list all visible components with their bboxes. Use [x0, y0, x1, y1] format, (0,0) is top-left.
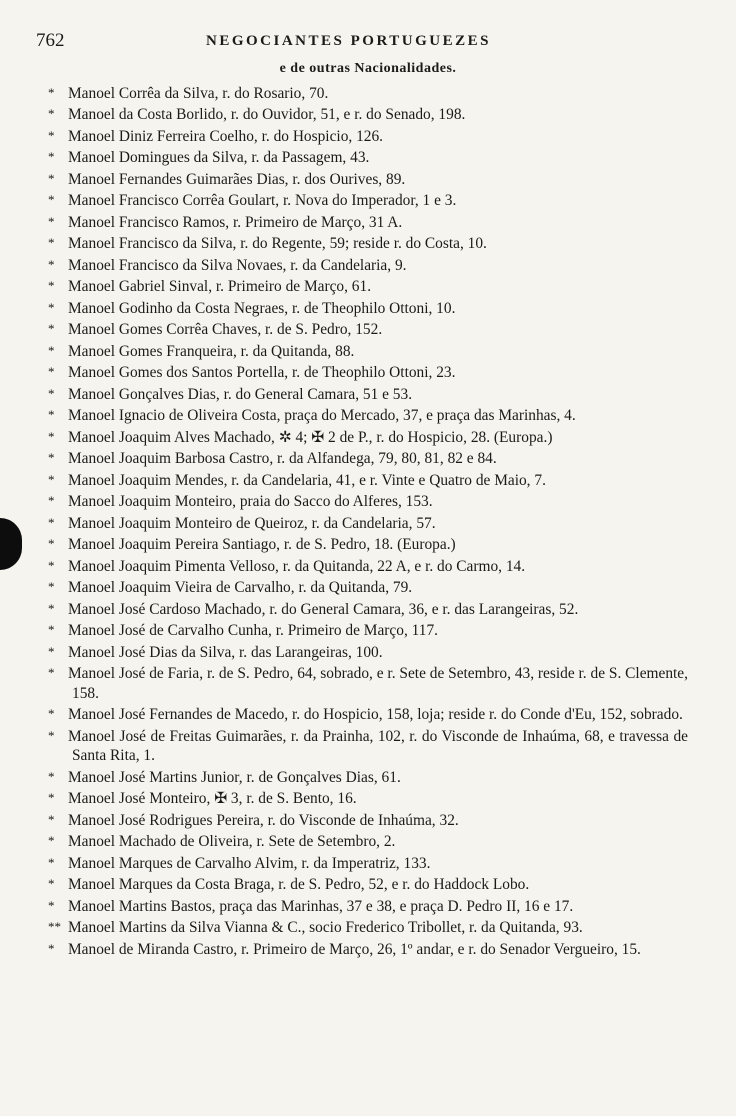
entry-text: Manoel Francisco da Silva Novaes, r. da Candelaria, 9. [68, 256, 407, 274]
entry-marker: * [48, 299, 55, 315]
entry-marker: * [48, 278, 55, 294]
directory-entry [48, 492, 688, 512]
section-subtitle: e de outras Nacionalidades. [279, 61, 457, 76]
entry-text: Manoel José Cardoso Machado, r. do General Camara, 36, e r. das Larangeiras, 52. [68, 600, 579, 618]
entry-marker: * [48, 706, 55, 722]
directory-entry [48, 105, 688, 125]
entry-marker: * [48, 407, 55, 423]
entry-text: Manoel Joaquim Pimenta Velloso, r. da Quitanda, 22 A, e r. do Carmo, 14. [68, 557, 526, 575]
entry-marker: * [48, 833, 55, 849]
page-number: 762 [36, 30, 65, 51]
directory-entry [48, 342, 688, 362]
entry-marker: * [48, 600, 55, 616]
entry-marker: * [48, 149, 55, 165]
directory-entry [48, 789, 688, 809]
entry-marker: * [48, 106, 55, 122]
entry-marker: * [48, 192, 55, 208]
directory-entry [48, 449, 688, 469]
entry-marker: * [48, 727, 55, 743]
entry-marker: * [48, 514, 55, 530]
entry-text: Manoel Gomes Corrêa Chaves, r. de S. Pedro, 152. [68, 321, 383, 339]
entry-marker: * [48, 450, 55, 466]
directory-entry [48, 148, 688, 168]
entry-text: Manoel Gomes dos Santos Portella, r. de Theophilo Ottoni, 23. [68, 364, 456, 382]
entry-text: Manoel José de Freitas Guimarães, r. da Prainha, 102, r. do Visconde de Inhaúma, 68, e travessa de Santa Rita, 1. [68, 727, 688, 765]
entry-marker: * [48, 643, 55, 659]
entry-marker: * [48, 897, 55, 913]
entry-marker: * [48, 536, 55, 552]
entry-text: Manoel Joaquim Pereira Santiago, r. de S. Pedro, 18. (Europa.) [68, 536, 456, 554]
entry-text: Manoel Machado de Oliveira, r. Sete de Setembro, 2. [68, 833, 396, 851]
entry-marker: * [48, 940, 55, 956]
entry-text: Manoel Francisco da Silva, r. do Regente, 59; reside r. do Costa, 10. [68, 235, 487, 253]
entry-text: Manoel José Dias da Silva, r. das Larangeiras, 100. [68, 643, 383, 661]
entry-marker: * [48, 665, 55, 681]
entry-text: Manoel Marques da Costa Braga, r. de S. Pedro, 52, e r. do Haddock Lobo. [68, 876, 530, 894]
entry-text: Manoel Joaquim Monteiro de Queiroz, r. da Candelaria, 57. [68, 514, 436, 532]
directory-entry [48, 256, 688, 276]
entry-text: Manoel Marques de Carvalho Alvim, r. da Imperatriz, 133. [68, 854, 431, 872]
entry-text: Manoel Martins Bastos, praça das Marinhas, 37 e 38, e praça D. Pedro II, 16 e 17. [68, 897, 574, 915]
entry-marker: * [48, 790, 55, 806]
entry-text: Manoel Joaquim Alves Machado, ✲ 4; ✠ 2 de P., r. do Hospicio, 28. (Europa.) [68, 428, 553, 446]
entry-marker: * [48, 876, 55, 892]
entry-marker: * [48, 471, 55, 487]
entry-list [48, 84, 688, 961]
directory-entry [48, 514, 688, 534]
directory-entry [48, 578, 688, 598]
directory-entry [48, 727, 688, 766]
running-title: NEGOCIANTES PORTUGUEZES [206, 33, 491, 49]
entry-text: Manoel Joaquim Vieira de Carvalho, r. da Quitanda, 79. [68, 579, 413, 597]
directory-entry [48, 621, 688, 641]
directory-entry [48, 875, 688, 895]
directory-entry [48, 811, 688, 831]
entry-text: Manoel Gomes Franqueira, r. da Quitanda, 88. [68, 342, 355, 360]
entry-marker: * [48, 811, 55, 827]
entry-marker: * [48, 854, 55, 870]
entry-marker: * [48, 127, 55, 143]
page-edge-mark [0, 518, 22, 570]
directory-entry [48, 535, 688, 555]
entry-text: Manoel Gabriel Sinval, r. Primeiro de Março, 61. [68, 278, 372, 296]
entry-text: Manoel Gonçalves Dias, r. do General Camara, 51 e 53. [68, 385, 413, 403]
entry-marker: * [48, 385, 55, 401]
entry-marker: * [48, 428, 55, 444]
entry-text: Manoel Domingues da Silva, r. da Passagem, 43. [68, 149, 370, 167]
entry-text: Manoel da Costa Borlido, r. do Ouvidor, 51, e r. do Senado, 198. [68, 106, 466, 124]
entry-text: Manoel Diniz Ferreira Coelho, r. do Hospicio, 126. [68, 127, 384, 145]
entry-text: Manoel José Martins Junior, r. de Gonçalves Dias, 61. [68, 768, 401, 786]
entry-text: Manoel Martins da Silva Vianna & C., socio Frederico Tribollet, r. da Quitanda, 93. [68, 919, 583, 937]
entry-text: Manoel Francisco Ramos, r. Primeiro de Março, 31 A. [68, 213, 403, 231]
directory-entry [48, 600, 688, 620]
directory-entry [48, 768, 688, 788]
directory-entry [48, 299, 688, 319]
entry-text: Manoel Godinho da Costa Negraes, r. de Theophilo Ottoni, 10. [68, 299, 456, 317]
entry-text: Manoel José Rodrigues Pereira, r. do Visconde de Inhaúma, 32. [68, 811, 459, 829]
entry-text: Manoel Joaquim Monteiro, praia do Sacco do Alferes, 153. [68, 493, 433, 511]
directory-entry [48, 406, 688, 426]
directory-entry [48, 127, 688, 147]
entry-text: Manoel Joaquim Mendes, r. da Candelaria, 41, e r. Vinte e Quatro de Maio, 7. [68, 471, 546, 489]
directory-entry [48, 320, 688, 340]
directory-entry [48, 664, 688, 703]
entry-marker: * [48, 235, 55, 251]
entry-marker: * [48, 170, 55, 186]
entry-text: Manoel Joaquim Barbosa Castro, r. da Alfandega, 79, 80, 81, 82 e 84. [68, 450, 497, 468]
entry-text: Manoel José de Carvalho Cunha, r. Primeiro de Março, 117. [68, 622, 439, 640]
entry-text: Manoel Ignacio de Oliveira Costa, praça do Mercado, 37, e praça das Marinhas, 4. [68, 407, 576, 425]
entry-marker: * [48, 85, 55, 100]
entry-marker: ** [48, 919, 61, 935]
entry-text: Manoel de Miranda Castro, r. Primeiro de Março, 26, 1º andar, e r. do Senador Vergueiro, 15. [68, 940, 641, 958]
entry-text: Manoel José Monteiro, ✠ 3, r. de S. Bento, 16. [68, 790, 357, 808]
directory-entry [48, 213, 688, 233]
entry-marker: * [48, 321, 55, 337]
directory-entry [48, 428, 688, 448]
directory-entry [48, 854, 688, 874]
page-header [36, 30, 716, 56]
directory-entry [48, 84, 688, 104]
entry-text: Manoel José de Faria, r. de S. Pedro, 64, sobrado, e r. Sete de Setembro, 43, reside r. de S. Clemente, 158. [68, 665, 688, 702]
entry-marker: * [48, 579, 55, 595]
entry-marker: * [48, 342, 55, 358]
directory-entry [48, 832, 688, 852]
directory-entry [48, 277, 688, 297]
directory-entry [48, 170, 688, 190]
entry-text: Manoel Corrêa da Silva, r. do Rosario, 70. [68, 85, 329, 102]
directory-entry [48, 918, 688, 938]
directory-entry [48, 385, 688, 405]
directory-entry [48, 705, 688, 725]
entry-marker: * [48, 622, 55, 638]
directory-entry [48, 234, 688, 254]
directory-entry [48, 363, 688, 383]
directory-entry [48, 191, 688, 211]
directory-entry [48, 643, 688, 663]
entry-text: Manoel Francisco Corrêa Goulart, r. Nova do Imperador, 1 e 3. [68, 192, 457, 210]
directory-entry [48, 557, 688, 577]
directory-entry [48, 471, 688, 491]
entry-text: Manoel José Fernandes de Macedo, r. do Hospicio, 158, loja; reside r. do Conde d'Eu, 152, sobrado. [68, 706, 683, 724]
entry-marker: * [48, 493, 55, 509]
entry-marker: * [48, 256, 55, 272]
entry-text: Manoel Fernandes Guimarães Dias, r. dos Ourives, 89. [68, 170, 406, 188]
entry-marker: * [48, 557, 55, 573]
directory-entry [48, 897, 688, 917]
entry-marker: * [48, 213, 55, 229]
directory-entry [48, 940, 688, 960]
entry-marker: * [48, 768, 55, 784]
entry-marker: * [48, 364, 55, 380]
